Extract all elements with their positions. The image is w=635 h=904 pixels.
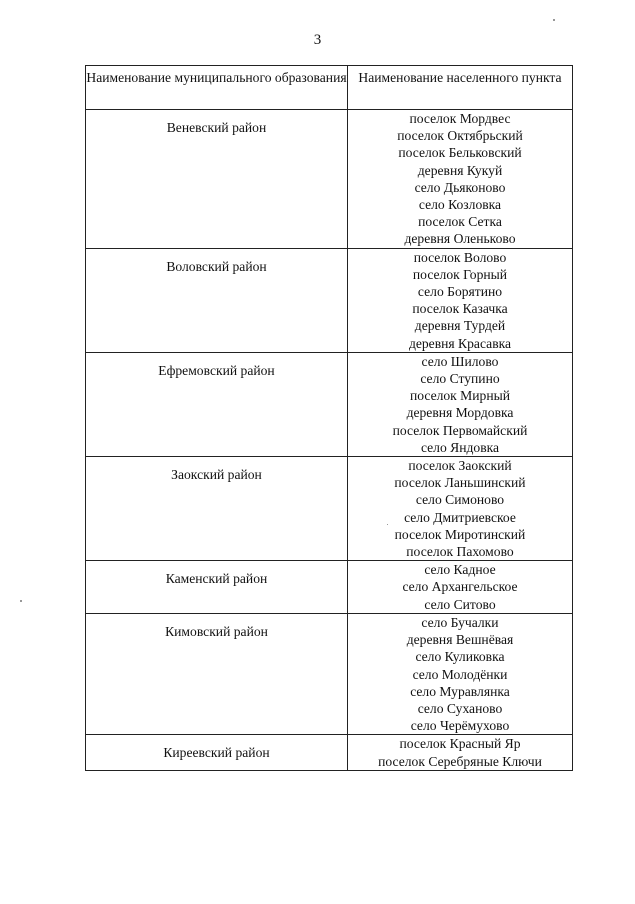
table-row [86, 561, 573, 614]
scan-speck [20, 600, 22, 602]
settlements-table [85, 65, 573, 771]
settlement-name: деревня Оленьково [404, 231, 516, 247]
settlement-name: поселок Мирный [409, 388, 511, 404]
settlement-name: поселок Заокский [408, 458, 512, 474]
settlement-name: село Борятино [417, 284, 503, 300]
table-row [86, 457, 573, 561]
district-name: Ефремовский район [158, 362, 275, 378]
settlement-name: село Симоново [415, 492, 505, 508]
table-row [86, 613, 573, 734]
district-cell [86, 735, 348, 770]
settlement-name: поселок Первомайский [392, 422, 528, 438]
settlement-name: село Молодёнки [412, 666, 508, 682]
settlement-name: село Архангельское [402, 579, 518, 595]
settlements-cell [348, 561, 573, 614]
settlement-name: деревня Красавка [408, 335, 512, 351]
settlement-name: село Дмитриевское [404, 509, 516, 525]
settlement-name: село Дьяконово [414, 179, 506, 195]
district-cell [86, 457, 348, 561]
page-number: 3 [313, 32, 322, 48]
district-name: Воловский район [166, 258, 267, 274]
settlement-name: поселок Серебряные Ключи [378, 753, 542, 769]
district-name: Кимовский район [165, 623, 268, 639]
settlement-name: село Муравлянка [410, 683, 510, 699]
settlements-cell [348, 248, 573, 352]
settlement-name: деревня Турдей [414, 318, 506, 334]
table-row [86, 735, 573, 770]
table-row [86, 352, 573, 456]
settlement-name: поселок Горный [412, 266, 508, 282]
settlement-name: поселок Ланьшинский [394, 475, 526, 491]
settlement-name: село Бучалки [421, 614, 499, 630]
settlement-name: село Черёмухово [410, 718, 510, 734]
settlements-cell [348, 735, 573, 770]
district-name: Каменский район [165, 571, 268, 587]
settlement-name: поселок Миротинский [394, 526, 526, 542]
district-cell [86, 613, 348, 734]
district-name: Киреевский район [163, 745, 270, 761]
settlement-name: село Куликовка [415, 649, 505, 665]
settlement-name: село Ступино [420, 371, 500, 387]
settlements-cell [348, 352, 573, 456]
table-row [86, 110, 573, 249]
settlement-name: село Яндовка [420, 439, 500, 455]
table-body [86, 110, 573, 771]
settlement-name: поселок Бельковский [398, 145, 522, 161]
scan-speck [553, 19, 555, 21]
district-cell [86, 248, 348, 352]
district-cell [86, 110, 348, 249]
scan-speck [387, 524, 388, 525]
settlements-cell [348, 613, 573, 734]
settlement-name: село Ситово [424, 596, 496, 612]
district-cell [86, 352, 348, 456]
settlement-name: поселок Красный Яр [399, 736, 521, 752]
table-row [86, 248, 573, 352]
settlement-name: деревня Мордовка [406, 405, 514, 421]
header-settlement: Наименование населенного пункта [348, 66, 573, 110]
settlement-name: поселок Октябрьский [397, 128, 523, 144]
district-cell [86, 561, 348, 614]
settlement-name: деревня Вешнёвая [406, 632, 514, 648]
district-name: Заокский район [171, 467, 262, 483]
table-header-row [86, 66, 573, 110]
settlement-name: село Шилово [421, 353, 499, 369]
settlement-name: поселок Казачка [412, 301, 508, 317]
settlements-cell [348, 110, 573, 249]
settlement-name: село Козловка [418, 197, 502, 213]
settlement-name: деревня Кукуй [417, 162, 503, 178]
header-municipality: Наименование муниципального образования [86, 66, 348, 110]
settlements-cell [348, 457, 573, 561]
settlement-name: поселок Волово [413, 249, 507, 265]
settlement-name: поселок Мордвес [409, 111, 511, 126]
district-name: Веневский район [166, 120, 267, 135]
settlement-name: поселок Сетка [418, 214, 502, 230]
settlement-name: село Кадное [424, 562, 496, 578]
settlement-name: поселок Пахомово [406, 544, 514, 560]
settlement-name: село Суханово [417, 700, 503, 716]
